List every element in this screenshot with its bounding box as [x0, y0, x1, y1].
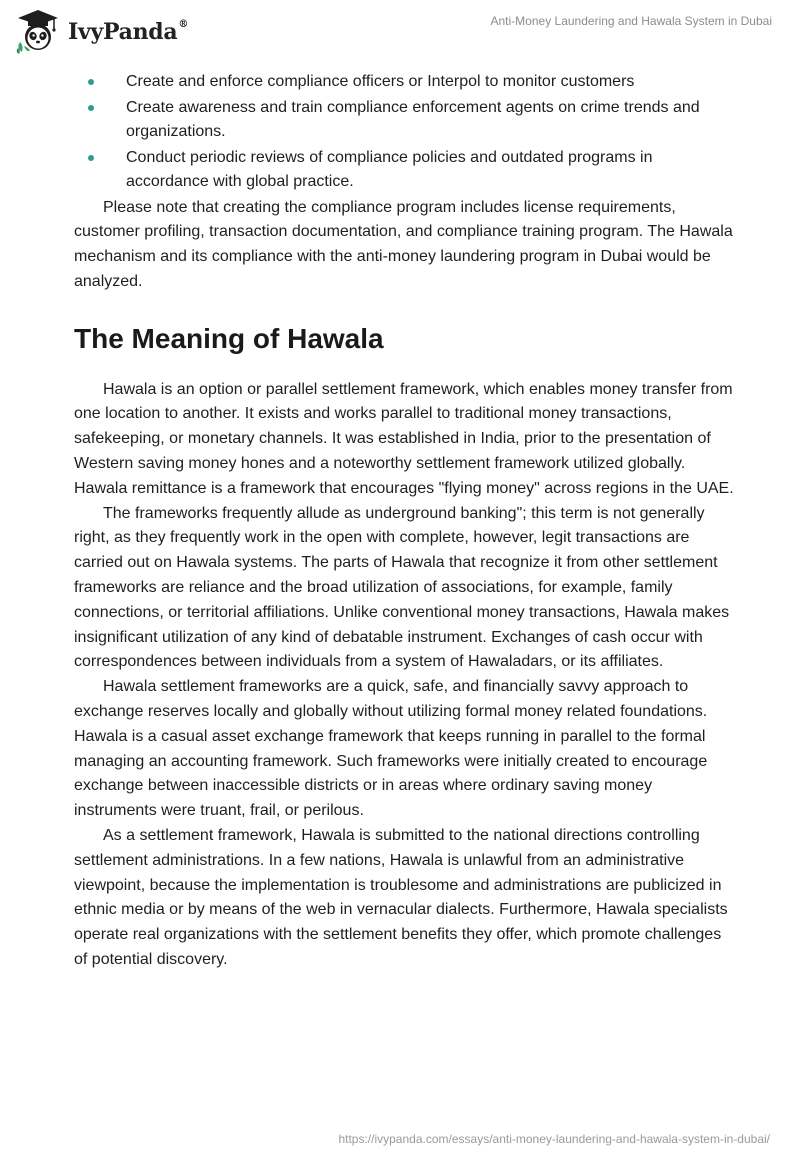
- list-item-text: Create awareness and train compliance enforcement agents on crime trends and organizations.: [126, 98, 700, 140]
- list-item: [74, 146, 734, 195]
- logo-wordmark: [68, 19, 188, 45]
- section-heading: The Meaning of Hawala: [74, 322, 384, 354]
- body-paragraph: The frameworks frequently allude as underground banking"; this term is not generally right, as they frequently work in the open with complete, however, legit transactions are carried out on Hawala systems. The parts of Hawala that recognize it from other settlement frameworks are reliance and the broad utilization of associations, for example, family connections, or territorial affiliations. Unlike conventional money transactions, Hawala makes insignificant utilization of any kind of debatable instrument. Exchanges of cash occur with correspondences between individuals from a system of Hawaladars, or its affiliates.: [74, 504, 730, 671]
- list-item-text: Create and enforce compliance officers or Interpol to monitor customers: [126, 73, 635, 90]
- recommendation-list: [74, 70, 734, 195]
- list-item: [74, 96, 734, 145]
- source-url-link[interactable]: https://ivypanda.com/essays/anti-money-laundering-and-hawala-system-in-dubai/: [338, 1132, 770, 1146]
- body-paragraph: As a settlement framework, Hawala is submitted to the national directions controlling settlement administrations. In a few nations, Hawala is unlawful from an administrative viewpoint, because the implementation is troublesome and administrations are publicized in ethnic media or by means of the web in vernacular dialects. Furthermore, Hawala specialists operate real organizations with the settlement benefits they offer, which promote challenges of potential discovery.: [74, 827, 728, 969]
- list-item-text: Conduct periodic reviews of compliance policies and outdated programs in accordance with global practice.: [126, 148, 653, 190]
- page-header: [0, 0, 800, 60]
- panda-logo-icon: [14, 8, 62, 54]
- body-paragraph: Hawala settlement frameworks are a quick, safe, and financially savvy approach to exchange reserves locally and globally without utilizing formal money related foundations. Hawala is a casual asset exchange framework that keeps running in parallel to the formal managing an accounting framework. Such frameworks were initially created to encourage exchange between inaccessible districts or in areas where ordinary saving money instruments were truant, frail, or perilous.: [74, 678, 708, 820]
- essay-content: [74, 70, 734, 973]
- bullet-icon: [88, 105, 94, 111]
- body-paragraph: Hawala is an option or parallel settlement framework, which enables money transfer from one location to another. It exists and works parallel to traditional money transactions, safekeeping, or monetary channels. It was established in India, prior to the presentation of Western saving money hones and a noteworthy settlement framework utilized globally. Hawala remittance is a framework that encourages "flying money" across regions in the UAE.: [74, 380, 734, 497]
- intro-paragraph: Please note that creating the compliance program includes license requirements, customer profiling, transaction documentation, and compliance training program. The Hawala mechanism and its compliance with the anti-money laundering program in Dubai would be analyzed.: [74, 198, 733, 290]
- ivypanda-logo[interactable]: [14, 8, 188, 54]
- registered-mark: ®: [178, 18, 189, 30]
- list-item: [74, 70, 734, 95]
- bullet-icon: [88, 79, 94, 85]
- bullet-icon: [88, 155, 94, 161]
- logo-name: IvyPanda: [68, 19, 178, 45]
- document-title: Anti-Money Laundering and Hawala System in Dubai: [490, 14, 772, 28]
